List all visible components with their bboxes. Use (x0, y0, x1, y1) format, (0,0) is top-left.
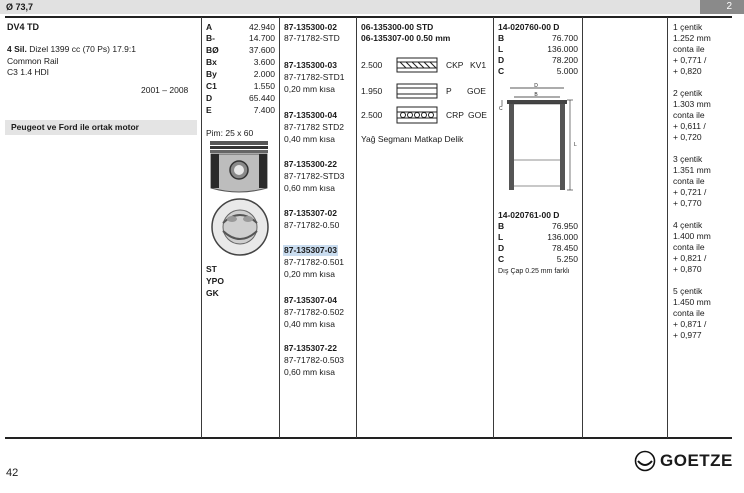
dim-key: A (206, 22, 213, 32)
gasket-title: 3 çentik (673, 154, 703, 164)
dim-key: BØ (206, 45, 219, 55)
piston-code: ST (206, 264, 217, 274)
liner-key: D (498, 55, 505, 65)
ring-type: CRP (446, 110, 464, 120)
dim-key: D (206, 93, 213, 103)
ring-code-std: 06-135300-00 STD (361, 22, 434, 32)
liner-key: L (498, 44, 504, 54)
dim-value: 14.700 (249, 33, 275, 43)
gasket-size: 1.450 mm (673, 297, 711, 307)
ring-model: GOE (467, 86, 486, 96)
column-divider (201, 17, 202, 438)
diagram-label-c: C (499, 106, 503, 112)
piston-part-code-highlighted[interactable]: 87-135307-03 (284, 245, 337, 255)
dim-value: 3.600 (253, 57, 275, 67)
piston-part-ref: 87-71782-STD1 (284, 72, 345, 82)
goetze-logo-icon (634, 450, 656, 472)
piston-part-ref: 87-71782-STD (284, 33, 340, 43)
compression-ring-icon (396, 56, 438, 74)
piston-part-code: 87-135300-03 (284, 60, 337, 70)
piston-part-note: 0,20 mm kısa (284, 84, 336, 94)
liner-key: L (498, 232, 504, 242)
liner-value: 76.700 (552, 33, 578, 43)
gasket-tolerance: + 0,611 / (673, 121, 706, 131)
diagram-label-d: D (534, 83, 538, 89)
piston-code: YPO (206, 276, 224, 286)
engine-note: Peugeot ve Ford ile ortak motor (11, 122, 139, 132)
piston-part-ref: 87-71782 STD2 (284, 122, 345, 132)
gasket-tolerance: + 0,871 / (673, 319, 707, 329)
page-number: 42 (6, 467, 19, 479)
piston-part-ref: 87-71782-0.503 (284, 355, 345, 365)
gasket-tolerance: + 0,870 (673, 264, 702, 274)
dim-key: By (206, 69, 217, 79)
dim-key: Bx (206, 57, 217, 67)
diameter-label: Ø 73,7 (6, 2, 34, 12)
ring-size: 2.500 (361, 60, 383, 70)
piston-part-note: 0,40 mm kısa (284, 319, 336, 329)
piston-part-code: 87-135300-04 (284, 110, 337, 120)
engine-spec: 4 Sil. Dizel 1399 cc (70 Ps) 17.9:1 (7, 44, 136, 54)
liner-note: Dış Çap 0.25 mm farklı (498, 268, 570, 275)
column-divider (493, 17, 494, 438)
oil-ring-icon (396, 105, 438, 125)
piston-top-icon (210, 197, 270, 257)
engine-model: C3 1.4 HDI (7, 67, 50, 77)
gasket-size: 1.400 mm (673, 231, 711, 241)
gasket-label: conta ile (673, 176, 705, 186)
dim-value: 42.940 (249, 22, 275, 32)
piston-part-code: 87-135300-02 (284, 22, 337, 32)
column-divider (667, 17, 668, 438)
piston-part-code: 87-135307-04 (284, 295, 337, 305)
liner-value: 78.450 (552, 243, 578, 253)
liner-key: B (498, 221, 505, 231)
gasket-title: 2 çentik (673, 88, 703, 98)
liner-value: 136.000 (547, 44, 578, 54)
piston-ring-icon (396, 82, 438, 100)
piston-part-ref: 87-71782-0.502 (284, 307, 345, 317)
engine-note-band (5, 120, 197, 135)
piston-part-code: 87-135307-22 (284, 343, 337, 353)
cylinder-liner-icon (498, 80, 578, 200)
liner-key: C (498, 66, 505, 76)
gasket-title: 1 çentik (673, 22, 703, 32)
liner-value: 5.250 (556, 254, 578, 264)
dim-key: E (206, 105, 212, 115)
diagram-label-b: B (534, 92, 538, 98)
dim-value: 2.000 (253, 69, 275, 79)
dim-value: 7.400 (253, 105, 275, 115)
gasket-label: conta ile (673, 242, 705, 252)
piston-part-code: 87-135307-02 (284, 208, 337, 218)
piston-part-ref: 87-71782-0.501 (284, 257, 345, 267)
ring-size: 1.950 (361, 86, 383, 96)
ring-code-oversize: 06-135307-00 0.50 mm (361, 33, 451, 43)
ring-type: CKP (446, 60, 464, 70)
ring-model: GOE (468, 110, 487, 120)
ring-type: P (446, 86, 452, 96)
liner-code: 14-020760-00 D (498, 22, 560, 32)
gasket-size: 1.351 mm (673, 165, 711, 175)
gasket-label: conta ile (673, 44, 705, 54)
piston-code: GK (206, 288, 219, 298)
piston-part-note: 0,40 mm kısa (284, 134, 336, 144)
gasket-title: 4 çentik (673, 220, 703, 230)
dim-key: C1 (206, 81, 217, 91)
dim-value: 65.440 (249, 93, 275, 103)
column-divider (356, 17, 357, 438)
ring-model: KV1 (470, 60, 487, 70)
liner-key: C (498, 254, 505, 264)
dim-value: 37.600 (249, 45, 275, 55)
gasket-tolerance: + 0,721 / (673, 187, 707, 197)
column-divider (279, 17, 280, 438)
liner-value: 78.200 (552, 55, 578, 65)
liner-key: D (498, 243, 505, 253)
gasket-tolerance: + 0,771 / (673, 55, 707, 65)
liner-value: 136.000 (547, 232, 578, 242)
pin-size: Pim: 25 x 60 (206, 128, 254, 138)
engine-years: 2001 – 2008 (141, 85, 189, 95)
engine-fuel: Common Rail (7, 56, 59, 66)
gasket-tolerance: + 0,770 (673, 198, 702, 208)
engine-title: DV4 TD (7, 22, 40, 32)
piston-part-code: 87-135300-22 (284, 159, 337, 169)
piston-part-note: 0,60 mm kısa (284, 183, 336, 193)
gasket-tolerance: + 0,977 (673, 330, 702, 340)
gasket-label: conta ile (673, 110, 705, 120)
brand-logo (634, 449, 734, 473)
column-divider (582, 17, 583, 438)
table-bottom-rule (5, 437, 732, 439)
section-number: 2 (726, 1, 732, 12)
gasket-label: conta ile (673, 308, 705, 318)
gasket-tolerance: + 0,720 (673, 132, 702, 142)
piston-part-note: 0,20 mm kısa (284, 269, 336, 279)
ring-note: Yağ Segmanı Matkap Delik (361, 134, 464, 144)
gasket-size: 1.303 mm (673, 99, 711, 109)
piston-part-note: 0,60 mm kısa (284, 367, 336, 377)
brand-name: GOETZE (660, 451, 733, 470)
gasket-tolerance: + 0,821 / (673, 253, 707, 263)
liner-key: B (498, 33, 505, 43)
gasket-tolerance: + 0,820 (673, 66, 702, 76)
liner-value: 5.000 (556, 66, 578, 76)
diagram-label-l: L (574, 142, 577, 148)
piston-part-ref: 87-71782-0.50 (284, 220, 340, 230)
ring-size: 2.500 (361, 110, 383, 120)
gasket-title: 5 çentik (673, 286, 703, 296)
section-tab (700, 0, 744, 14)
dim-value: 1.550 (253, 81, 275, 91)
piston-part-ref: 87-71782-STD3 (284, 171, 345, 181)
liner-code: 14-020761-00 D (498, 210, 560, 220)
piston-side-icon (208, 140, 270, 196)
header-band (0, 0, 700, 14)
table-top-rule (5, 16, 732, 18)
gasket-size: 1.252 mm (673, 33, 711, 43)
liner-value: 76.950 (552, 221, 578, 231)
dim-key: B- (206, 33, 215, 43)
